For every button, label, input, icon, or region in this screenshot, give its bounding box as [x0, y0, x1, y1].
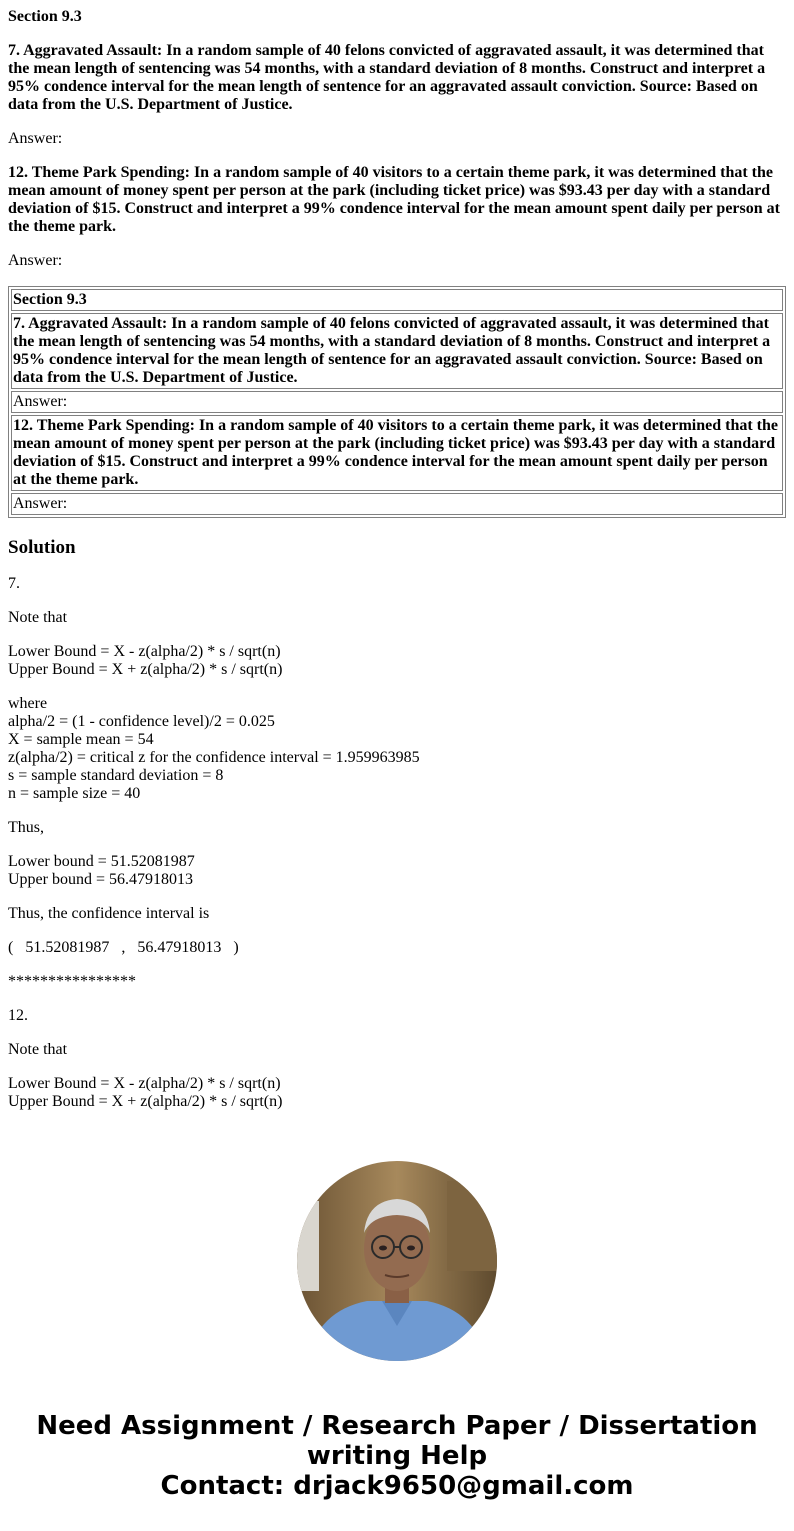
solution-7-definitions: [8, 695, 786, 803]
promo-line-1: Need Assignment / Research Paper / Dissertation: [36, 1411, 758, 1441]
solution-12-formulas: [8, 1075, 786, 1111]
lower-bound-formula: Lower Bound = X - z(alpha/2) * s / sqrt(n): [8, 1075, 281, 1092]
upper-bound-value: Upper bound = 56.47918013: [8, 871, 194, 888]
question-7: 7. Aggravated Assault: In a random sample of 40 felons convicted of aggravated assault, it was determined that the mean length of sentencing was 54 months, with a standard deviation of 8 months. Construct and interpret a 95% condence interval for the mean length of sentence for an aggravated assault conviction. Source: Based on data from the U.S. Department of Justice.: [8, 42, 766, 113]
upper-bound-formula: Upper Bound = X + z(alpha/2) * s / sqrt(n): [8, 661, 283, 678]
lower-bound-value: Lower bound = 51.52081987: [8, 853, 195, 870]
author-photo-image: [297, 1161, 497, 1361]
answer-label-7: Answer:: [8, 130, 63, 147]
author-photo: [297, 1161, 497, 1361]
mean-line: X = sample mean = 54: [8, 731, 154, 748]
table-row: [11, 289, 783, 311]
s-line: s = sample standard deviation = 8: [8, 767, 224, 784]
promo-banner: [0, 1411, 794, 1501]
solution-7-formulas: [8, 643, 786, 679]
z-line: z(alpha/2) = critical z for the confidence interval = 1.959963985: [8, 749, 420, 766]
lower-bound-formula: Lower Bound = X - z(alpha/2) * s / sqrt(n): [8, 643, 281, 660]
document: [0, 8, 794, 1111]
promo-line-2: writing Help: [306, 1441, 488, 1471]
solution-12-number: 12.: [8, 1007, 28, 1024]
table-row: [11, 313, 783, 389]
table-row: [11, 391, 783, 413]
solution-7-note: Note that: [8, 609, 68, 626]
question-12: 12. Theme Park Spending: In a random sample of 40 visitors to a certain theme park, it was determined that the mean amount of money spent per person at the park (including ticket price) was $93.43 per day with a standard deviation of $15. Construct and interpret a 99% condence interval for the mean amount spent daily per person at the theme park.: [8, 164, 780, 235]
table-row: [11, 493, 783, 515]
table-row: [11, 415, 783, 491]
n-line: n = sample size = 40: [8, 785, 141, 802]
solution-7-interval: ( 51.52081987 , 56.47918013 ): [8, 939, 239, 956]
table-cell-answer-12: Answer:: [11, 493, 783, 515]
solution-12-note: Note that: [8, 1041, 68, 1058]
question-table: [8, 286, 786, 518]
alpha-line: alpha/2 = (1 - confidence level)/2 = 0.025: [8, 713, 275, 730]
table-cell-q12: 12. Theme Park Spending: In a random sample of 40 visitors to a certain theme park, it was determined that the mean amount of money spent per person at the park (including ticket price) was $93.43 per day with a standard deviation of $15. Construct and interpret a 99% condence interval for the mean amount spent daily per person at the theme park.: [11, 415, 783, 491]
upper-bound-formula: Upper Bound = X + z(alpha/2) * s / sqrt(n): [8, 1093, 283, 1110]
promo-contact: Contact: drjack9650@gmail.com: [160, 1471, 634, 1501]
where-label: where: [8, 695, 48, 712]
table-cell-q7: 7. Aggravated Assault: In a random sample of 40 felons convicted of aggravated assault, it was determined that the mean length of sentencing was 54 months, with a standard deviation of 8 months. Construct and interpret a 95% condence interval for the mean length of sentence for an aggravated assault conviction. Source: Based on data from the U.S. Department of Justice.: [11, 313, 783, 389]
solution-heading: Solution: [8, 537, 76, 558]
separator: ****************: [8, 973, 136, 990]
table-cell-section: Section 9.3: [11, 289, 783, 311]
solution-7-number: 7.: [8, 575, 20, 592]
answer-label-12: Answer:: [8, 252, 63, 269]
solution-7-bounds: [8, 853, 786, 889]
solution-7-thus: Thus,: [8, 819, 44, 836]
solution-7-interval-intro: Thus, the confidence interval is: [8, 905, 210, 922]
section-title: Section 9.3: [8, 8, 82, 25]
table-cell-answer-7: Answer:: [11, 391, 783, 413]
